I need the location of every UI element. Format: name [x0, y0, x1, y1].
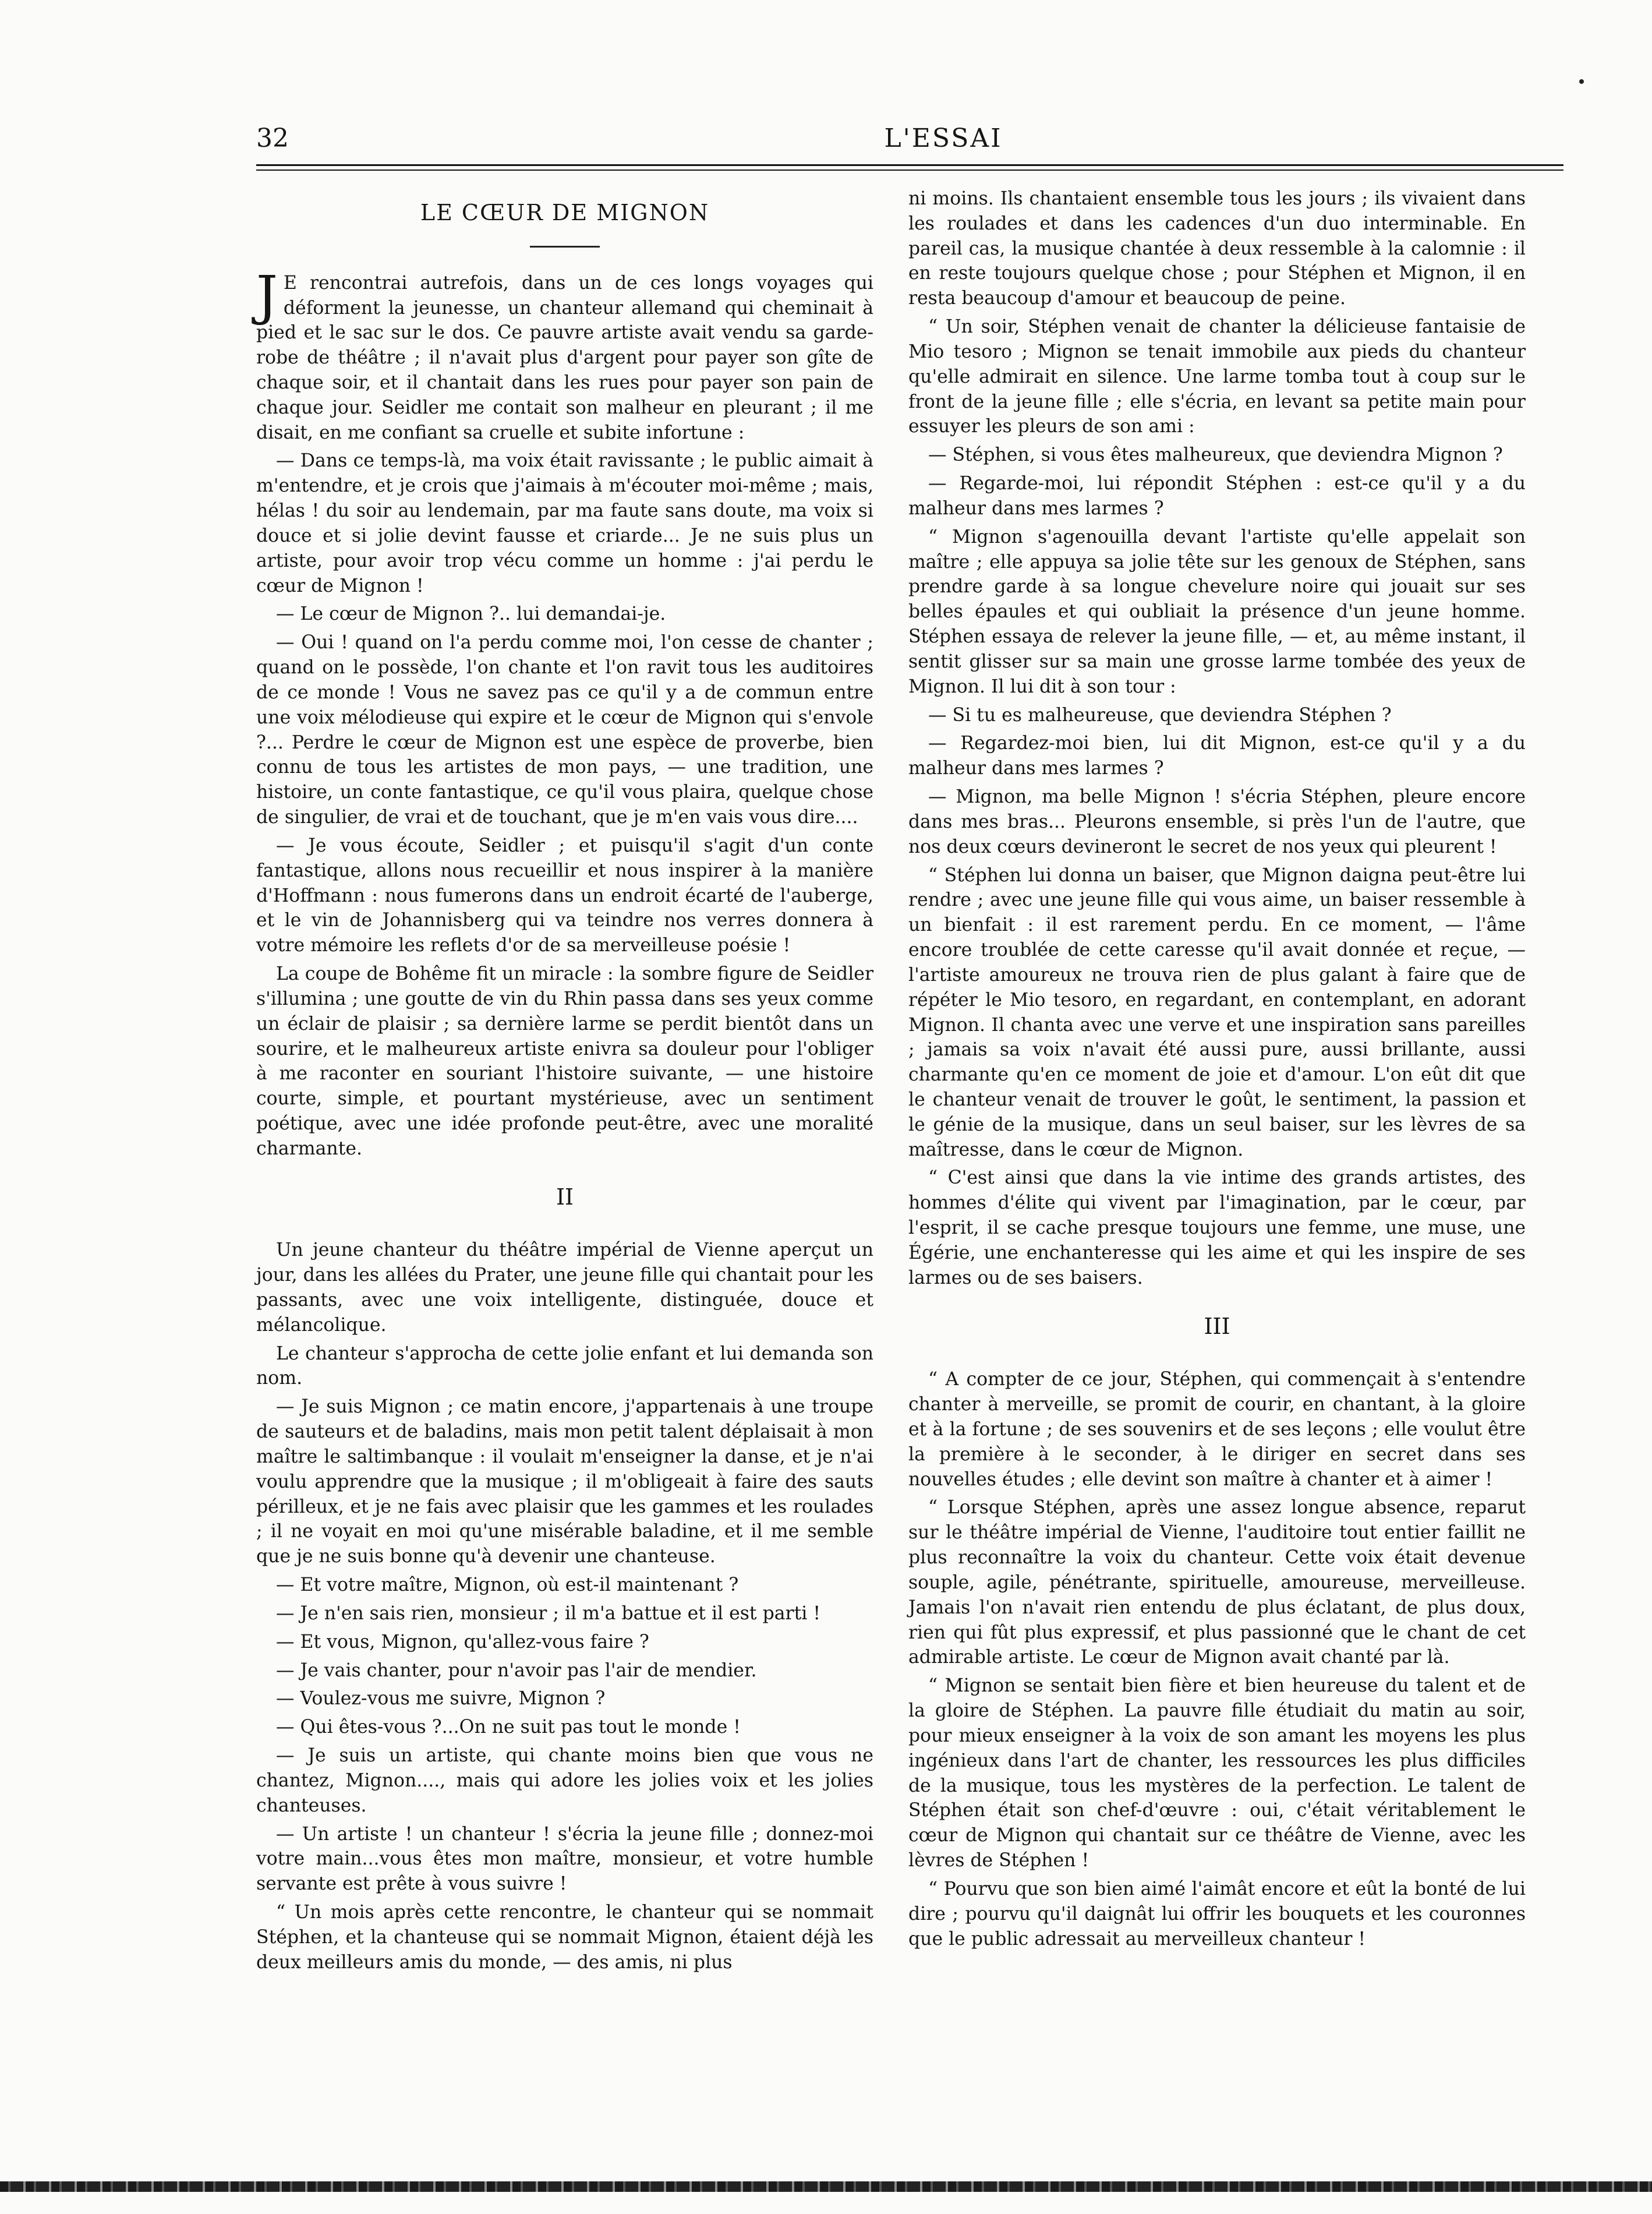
section-heading-iii: III	[1204, 1313, 1230, 1339]
paragraph: — Et votre maître, Mignon, où est-il maintenant ?	[276, 1574, 739, 1596]
paragraph: — Oui ! quand on l'a perdu comme moi, l'on cesse de chanter ; quand on le possède, l'on chante et l'on ravit tous les auditoires de ce monde ! Vous ne savez pas ce qu'il y a de commun entre une voix mélodieuse qui expire et le cœur de Mignon qui s'envole ?... Perdre le cœur de Mignon est une espèce de proverbe, bien connu de tous les artistes de mon pays, — une tradition, une histoire, un conte fantastique, ce qu'il vous plaira, quelque chose de singulier, de vrai et de touchant, que je m'en vais vous dire....	[256, 632, 873, 828]
paragraph: — Je suis Mignon ; ce matin encore, j'appartenais à une troupe de sauteurs et de baladins, mais mon petit talent déplaisait à mon maître le saltimbanque : il voulait m'enseigner la danse, et je n'ai voulu apprendre que la musique ; il m'obligeait à faire des sauts périlleux, et je ne fais avec plaisir que les gammes et les roulades ; il ne voyait en moi qu'une misérable baladine, et il me semble que je ne suis bonne qu'à devenir une chanteuse.	[256, 1396, 873, 1567]
paragraph: — Un artiste ! un chanteur ! s'écria la jeune fille ; donnez-moi votre main...vous êtes mon maître, monsieur, et votre humble servante est prête à vous suivre !	[256, 1823, 873, 1895]
paragraph: — Stéphen, si vous êtes malheureux, que deviendra Mignon ?	[928, 444, 1503, 466]
paragraph: — Mignon, ma belle Mignon ! s'écria Stéphen, pleure encore dans mes bras... Pleurons ensemble, si près l'un de l'autre, que nos deux cœurs devineront le secret de nos yeux qui pleurent !	[908, 786, 1526, 857]
paragraph: Le chanteur s'approcha de cette jolie enfant et lui demanda son nom.	[256, 1343, 873, 1389]
paragraph: — Si tu es malheureuse, que deviendra Stéphen ?	[928, 704, 1392, 726]
left-column	[256, 186, 873, 1979]
paragraph: “ Pourvu que son bien aimé l'aimât encore et eût la bonté de lui dire ; pourvu qu'il daignât lui offrir les bouquets et les couronnes que le public adressait au merveilleux chanteur !	[908, 1878, 1526, 1950]
page-number: 32	[256, 123, 289, 153]
paragraph: — Je vais chanter, pour n'avoir pas l'air de mendier.	[276, 1659, 757, 1681]
paragraph: “ Un mois après cette rencontre, le chanteur qui se nommait Stéphen, et la chanteuse qui se nommait Mignon, étaient déjà les deux meilleurs amis du monde, — des amis, ni plus	[256, 1902, 873, 1973]
paragraph	[256, 264, 873, 446]
paragraph: — Dans ce temps-là, ma voix était ravissante ; le public aimait à m'entendre, et je crois que j'aimais à m'écouter moi-même ; mais, hélas ! du soir au lendemain, par ma faute sans doute, ma voix si douce et si jolie devint fausse et criarde... Je ne suis plus un artiste, pour avoir trop vécu comme un homme : j'ai perdu le cœur de Mignon !	[256, 450, 873, 596]
paragraph: — Je vous écoute, Seidler ; et puisqu'il s'agit d'un conte fantastique, allons nous recueillir et nous inspirer à la manière d'Hoffmann : nous fumerons dans un endroit écarté de l'auberge, et le vin de Johannisberg qui va teindre nos verres donnera à votre mémoire les reflets d'or de sa merveilleuse poésie !	[256, 835, 873, 956]
paragraph: “ A compter de ce jour, Stéphen, qui commençait à s'entendre chanter à merveille, se promit de courir, en chantant, à la gloire et à la fortune ; de ses souvenirs et de ses leçons ; elle voulut être la première à le seconder, à le diriger en secret dans ses nouvelles études ; elle devint son maître à chanter et à aimer !	[908, 1369, 1526, 1490]
paragraph: — Voulez-vous me suivre, Mignon ?	[276, 1688, 606, 1710]
paragraph: — Regarde-moi, lui répondit Stéphen : est-ce qu'il y a du malheur dans mes larmes ?	[908, 473, 1526, 519]
paragraph: — Je suis un artiste, qui chante moins bien que vous ne chantez, Mignon...., mais qui adore les jolies voix et les jolies chanteuses.	[256, 1745, 873, 1816]
paragraph: — Qui êtes-vous ?...On ne suit pas tout le monde !	[276, 1717, 741, 1738]
paragraph: — Regardez-moi bien, lui dit Mignon, est-ce qu'il y a du malheur dans mes larmes ?	[908, 733, 1526, 779]
scan-edge-band	[0, 2181, 1652, 2192]
article-title: LE CŒUR DE MIGNON	[420, 200, 710, 225]
paragraph: “ Stéphen lui donna un baiser, que Mignon daigna peut-être lui rendre ; avec une jeune fille qui vous aime, un baiser ressemble à un bienfait : il est rarement perdu. En ce moment, — l'âme encore troublée de cette caresse qu'il avait donnée et reçue, — l'artiste amoureux ne trouva rien de plus galant à faire que de répéter le Mio tesoro, en regardant, en contemplant, en adorant Mignon. Il chanta avec une verve et une inspiration sans pareilles ; jamais sa voix n'avait été aussi pure, aussi brillante, aussi charmante qu'en ce moment de joie et d'amour. L'on eût dit que le chanteur venait de trouver le goût, le sentiment, la passion et le génie de la musique, dans un seul baiser, sur les lèvres de sa maîtresse, dans le cœur de Mignon.	[908, 864, 1526, 1160]
paragraph: “ Mignon se sentait bien fière et bien heureuse du talent et de la gloire de Stéphen. La pauvre fille étudiait du matin au soir, pour mieux enseigner à la voix de son amant les moyens les plus ingénieux dans l'art de chanter, les ressources les plus difficiles de la musique, tous les mystères de la perfection. Le talent de Stéphen était son chef-d'œuvre : oui, c'était véritablement le cœur de Mignon qui chantait sur ce théâtre de Vienne, avec les lèvres de Stéphen !	[908, 1675, 1526, 1872]
paragraph: — Et vous, Mignon, qu'allez-vous faire ?	[276, 1631, 649, 1652]
paragraph: ni moins. Ils chantaient ensemble tous les jours ; ils vivaient dans les roulades et dans les cadences d'un duo interminable. En pareil cas, la musique chantée à deux ressemble à la calomnie : il en reste toujours quelque chose ; pour Stéphen et Mignon, il en resta beaucoup d'amour et beaucoup de peine.	[908, 188, 1526, 309]
section-heading-ii: II	[556, 1184, 574, 1210]
paragraph-text: E rencontrai autrefois, dans un de ces longs voyages qui déforment la jeunesse, un chanteur allemand qui cheminait à pied et le sac sur le dos. Ce pauvre artiste avait vendu sa garde-robe de théâtre ; il n'avait plus d'argent pour payer son gîte de chaque soir, et il chantait dans les rues pour payer son pain de chaque jour. Seidler me contait son malheur en pleurant ; il me disait, en me confiant sa cruelle et subite infortune :	[256, 272, 873, 443]
paragraph: “ Un soir, Stéphen venait de chanter la délicieuse fantaisie de Mio tesoro ; Mignon se tenait immobile aux pieds du chanteur qu'elle admirait en silence. Une larme tomba tout à coup sur le front de la jeune fille ; elle s'écria, en levant sa petite main pour essuyer les pleurs de son ami :	[908, 316, 1526, 437]
title-rule	[530, 246, 600, 248]
paragraph: La coupe de Bohême fit un miracle : la sombre figure de Seidler s'illumina ; une goutte de vin du Rhin passa dans ses yeux comme un éclair de plaisir ; sa dernière larme se perdit bientôt dans un sourire, et le malheureux artiste enivra sa douleur pour l'obliger à me raconter en souriant l'histoire suivante, — une histoire courte, simple, et pourtant mystérieuse, avec un sentiment poétique, avec une idée profonde peut-être, avec une moralité charmante.	[256, 963, 873, 1159]
paragraph: “ C'est ainsi que dans la vie intime des grands artistes, des hommes d'élite qui vivent par l'imagination, par le cœur, par l'esprit, il se cache presque toujours une femme, une muse, une Égérie, une enchanteresse qui les aime et qui les inspire de ses larmes ou de ses baisers.	[908, 1167, 1526, 1288]
paragraph: Un jeune chanteur du théâtre impérial de Vienne aperçut un jour, dans les allées du Prater, une jeune fille qui chantait pour les passants, avec une voix intelligente, distinguée, douce et mélancolique.	[256, 1240, 873, 1336]
paragraph: “ Lorsque Stéphen, après une assez longue absence, reparut sur le théâtre impérial de Vienne, l'auditoire tout entier faillit ne plus reconnaître la voix du chanteur. Cette voix était devenue souple, agile, pénétrante, spirituelle, amoureuse, merveilleuse. Jamais l'on n'avait rien entendu de plus éclatant, de plus doux, rien qui fût plus expressif, et plus passionné que le chant de cet admirable artiste. Le cœur de Mignon avait chanté par là.	[908, 1497, 1526, 1668]
paragraph: — Le cœur de Mignon ?.. lui demandai-je.	[276, 603, 666, 625]
drop-cap: J	[256, 264, 278, 327]
header-rule	[256, 164, 1563, 171]
paragraph: “ Mignon s'agenouilla devant l'artiste qu'elle appelait son maître ; elle appuya sa jolie tête sur les genoux de Stéphen, sans prendre garde à sa longue chevelure noire qui jouait sur ses belles épaules et qui oubliait la présence d'un jeune homme. Stéphen essaya de relever la jeune fille, — et, au même instant, il sentit glisser sur sa main une grosse larme tombée des yeux de Mignon. Il lui dit à son tour :	[908, 526, 1526, 697]
paragraph: — Je n'en sais rien, monsieur ; il m'a battue et il est parti !	[276, 1602, 821, 1624]
margin-mark	[1579, 79, 1584, 84]
right-column	[908, 186, 1526, 1955]
running-head: L'ESSAI	[884, 123, 1003, 153]
